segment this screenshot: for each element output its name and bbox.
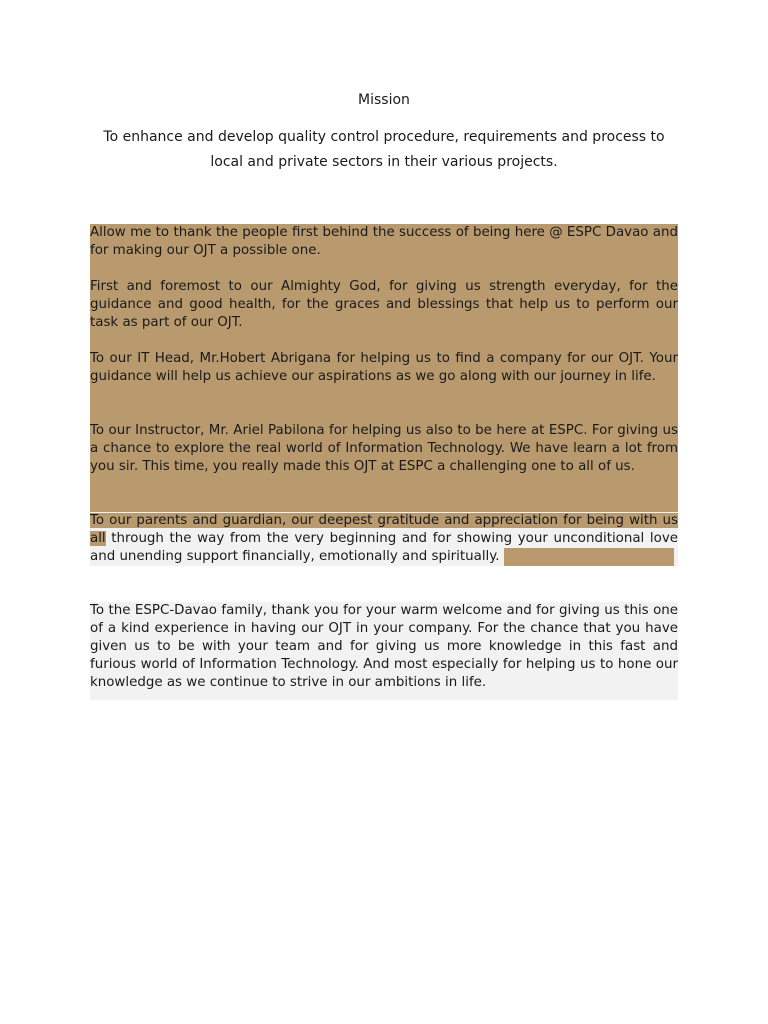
mission-title: Mission xyxy=(358,92,410,108)
ack-paragraph-5 xyxy=(90,512,678,566)
ack-paragraph-1: Allow me to thank the people first behind the success of being here @ ESPC Davao and for making our OJT a possible one. xyxy=(90,224,678,278)
ack-paragraph-6: To the ESPC-Davao family, thank you for your warm welcome and for giving us this one of a kind experience in having our OJT in your company. For the chance that you have given us to be with your team and for giving us more knowledge in this fast and furious world of Information Technology. And most especially for helping us to hone our knowledge as we continue to strive in our ambitions in life. xyxy=(90,602,678,700)
ack-paragraph-5-highlighted: To our parents and guardian, our deepest gratitude and appreciation for being with us all xyxy=(90,513,678,546)
ack-paragraph-5-rest: through the way from the very beginning and for showing your unconditional love and unending support financially, emotionally and spiritually. xyxy=(90,531,678,564)
ack-paragraph-4: To our Instructor, Mr. Ariel Pabilona for helping us also to be here at ESPC. For giving us a chance to explore the real world of Information Technology. We have learn a lot from you sir. This time, you really made this OJT at ESPC a challenging one to all of us. xyxy=(90,422,678,512)
mission-statement: To enhance and develop quality control procedure, requirements and process to local and private sectors in their various projects. xyxy=(103,129,665,170)
highlight-mark xyxy=(504,548,674,566)
paragraph-gap xyxy=(90,566,678,602)
ack-paragraph-3: To our IT Head, Mr.Hobert Abrigana for helping us to find a company for our OJT. Your guidance will help us achieve our aspirations as we go along with our journey in life. xyxy=(90,350,678,422)
acknowledgement-section xyxy=(90,224,678,700)
ack-paragraph-2: First and foremost to our Almighty God, for giving us strength everyday, for the guidance and good health, for the graces and blessings that help us to perform our task as part of our OJT. xyxy=(90,278,678,350)
